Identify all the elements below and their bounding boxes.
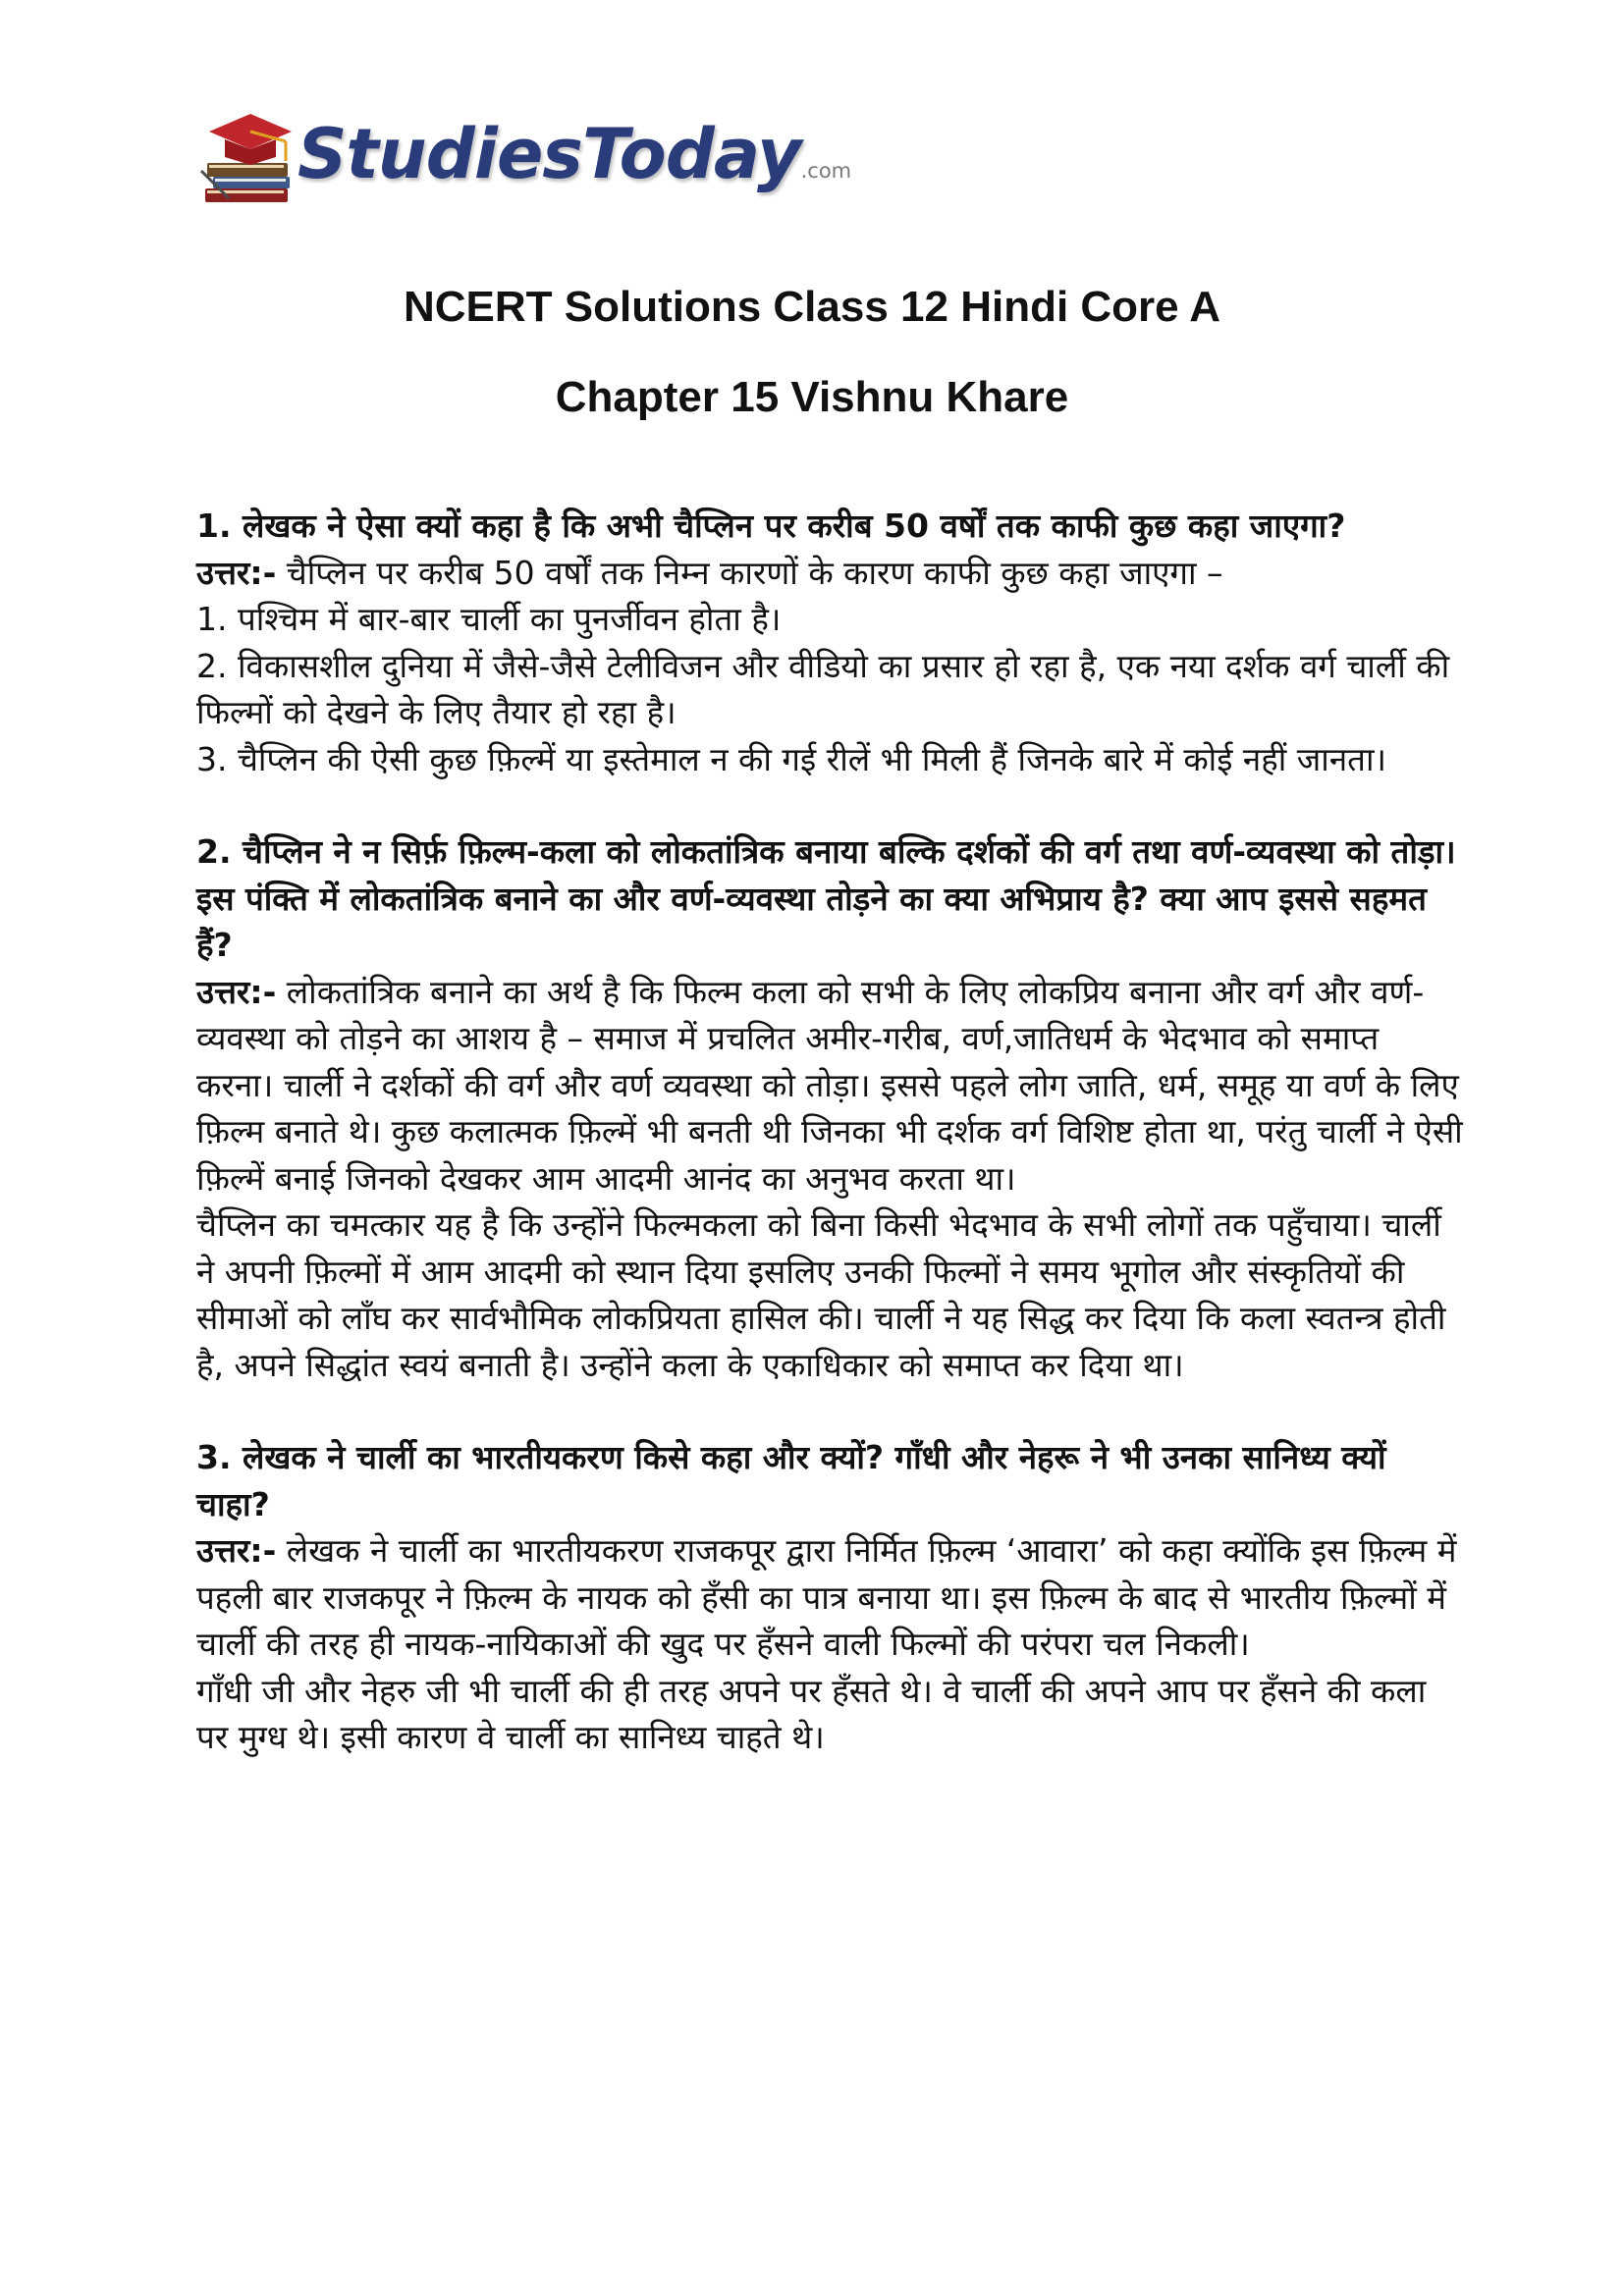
qa-content: [196, 503, 1463, 1761]
studiestoday-logo: [199, 102, 852, 212]
answer-label: उत्तर:-: [196, 553, 277, 592]
spacer: [196, 1388, 1463, 1434]
graduation-cap-books-icon: [199, 102, 298, 212]
answer-label: उत्तर:-: [196, 972, 277, 1011]
answer-label: उत्तर:-: [196, 1531, 277, 1570]
answer-1-point-1: 1. पश्चिम में बार-बार चार्ली का पुनर्जीवन होता है।: [196, 600, 782, 638]
answer-2-para-2: चैप्लिन का चमत्कार यह है कि उन्होंने फिल्मकला को बिना किसी भेदभाव के सभी लोगों तक पहुँचाया। चार्ली ने अपनी फ़िल्मों में आम आदमी को स्थान दिया इसलिए उनकी फिल्मों ने समय भूगोल और संस्कृतियों की सीमाओं को लाँघ कर सार्वभौमिक लोकप्रियता हासिल की। चार्ली ने यह सिद्ध कर दिया कि कला स्वतन्त्र होती है, अपने सिद्धांत स्वयं बनाती है। उन्होंने कला के एकाधिकार को समाप्त कर दिया था।: [196, 1205, 1446, 1384]
question-2: 2. चैप्लिन ने न सिर्फ़ फ़िल्म-कला को लोकतांत्रिक बनाया बल्कि दर्शकों की वर्ग तथा वर्ण-व्यवस्था को तोड़ा। इस पंक्ति में लोकतांत्रिक बनाने का और वर्ण-व्यवस्था तोड़ने का क्या अभिप्राय है? क्या आप इससे सहमत हैं?: [196, 832, 1456, 964]
logo-wordmark: StudiesToday.com: [298, 114, 852, 194]
answer-1-point-2: 2. विकासशील दुनिया में जैसे-जैसे टेलीविजन और वीडियो का प्रसार हो रहा है, एक नया दर्शक वर्ग चार्ली की फिल्मों को देखने के लिए तैयार हो रहा है।: [196, 646, 1450, 731]
answer-1-intro: उत्तर:- चैप्लिन पर करीब 50 वर्षों तक निम्न कारणों के कारण काफी कुछ कहा जाएगा –: [196, 553, 1223, 592]
question-1: 1. लेखक ने ऐसा क्यों कहा है कि अभी चैप्लिन पर करीब 50 वर्षों तक काफी कुछ कहा जाएगा?: [196, 507, 1346, 545]
answer-3-para-1: उत्तर:- लेखक ने चार्ली का भारतीयकरण राजकपूर द्वारा निर्मित फ़िल्म ‘आवारा’ को कहा क्योंकि इस फ़िल्म में पहली बार राजकपूर ने फ़िल्म के नायक को हँसी का पात्र बनाया था। इस फ़िल्म के बाद से भारतीय फ़िल्मों में चार्ली की तरह ही नायक-नायिकाओं की खुद पर हँसने वाली फिल्मों की परंपरा चल निकली।: [196, 1531, 1457, 1663]
spacer: [196, 782, 1463, 828]
question-3: 3. लेखक ने चार्ली का भारतीयकरण किसे कहा और क्यों? गाँधी और नेहरू ने भी उनका सानिध्य क्यों चाहा?: [196, 1438, 1386, 1523]
chapter-title: Chapter 15 Vishnu Khare: [555, 373, 1069, 421]
answer-1-point-3: 3. चैप्लिन की ऐसी कुछ फ़िल्में या इस्तेमाल न की गई रीलें भी मिली हैं जिनके बारे में कोई नहीं जानता।: [196, 739, 1387, 778]
answer-2-para-1: उत्तर:- लोकतांत्रिक बनाने का अर्थ है कि फिल्म कला को सभी के लिए लोकप्रिय बनाना और वर्ग और वर्ण-व्यवस्था को तोड़ने का आशय है – समाज में प्रचलित अमीर-गरीब, वर्ण,जातिधर्म के भेदभाव को समाप्त करना। चार्ली ने दर्शकों की वर्ग और वर्ण व्यवस्था को तोड़ा। इससे पहले लोग जाति, धर्म, समूह या वर्ण के लिए फ़िल्म बनाते थे। कुछ कलात्मक फ़िल्में भी बनती थी जिनका भी दर्शक वर्ग विशिष्ट होता था, परंतु चार्ली ने ऐसी फ़िल्में बनाई जिनको देखकर आम आदमी आनंद का अनुभव करता था।: [196, 972, 1463, 1198]
page-title: NCERT Solutions Class 12 Hindi Core A: [403, 283, 1221, 331]
answer-3-para-2: गाँधी जी और नेहरु जी भी चार्ली की ही तरह अपने पर हँसते थे। वे चार्ली की अपने आप पर हँसने की कला पर मुग्ध थे। इसी कारण वे चार्ली का सानिध्य चाहते थे।: [196, 1671, 1427, 1756]
